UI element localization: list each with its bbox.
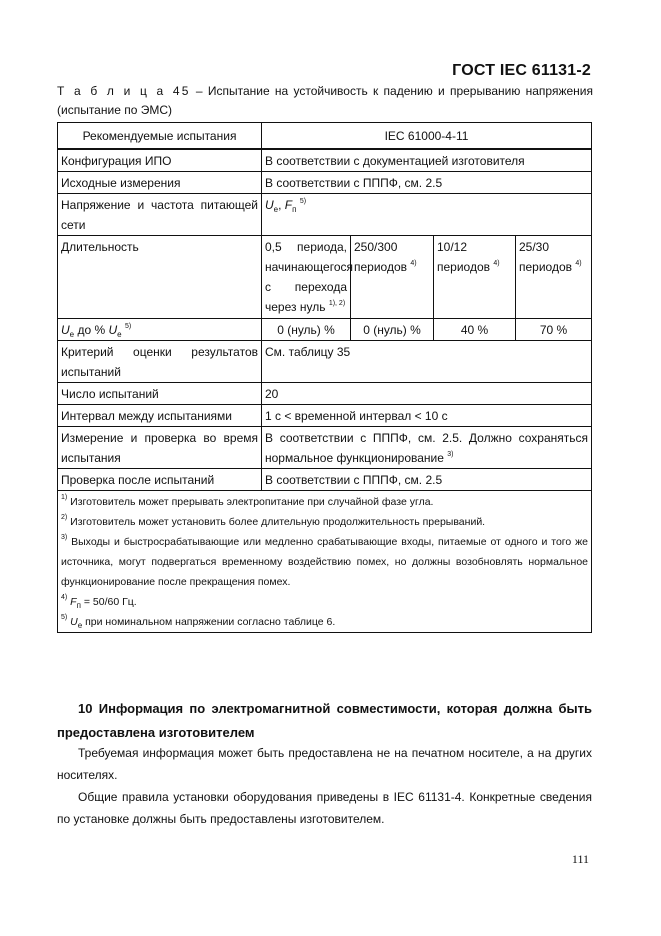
table-footnotes bbox=[58, 491, 592, 633]
duration-25-30: 25/30 периодов $^{4)}$ bbox=[519, 240, 582, 274]
ue-value: 40 % bbox=[434, 319, 516, 340]
table-row bbox=[58, 319, 592, 341]
paragraph: Общие правила установки оборудования приведены в IEC 61131-4. Конкретные сведения по установке должны быть предоставлены изготовителем. bbox=[57, 790, 592, 826]
ue-value: 0 (нуль) % bbox=[262, 319, 351, 340]
row-label: Критерий оценки результатов испытаний bbox=[58, 341, 262, 383]
table-caption-prefix: Т а б л и ц а 45 bbox=[57, 84, 191, 98]
table-row bbox=[58, 383, 592, 405]
row-label: Число испытаний bbox=[58, 383, 262, 405]
row-label: $U_e$ до % $U_e$ $^{5)}$ bbox=[58, 319, 262, 341]
footnote: $^{5)}$ $U_e$ при номинальном напряжении согласно таблице 6. bbox=[61, 614, 336, 630]
section-heading: 10 Информация по электромагнитной совместимости, которая должна быть предоставлена изготовителем bbox=[57, 701, 592, 740]
footnote-ref: 5) bbox=[124, 323, 132, 330]
footnote-ref: 4) bbox=[575, 260, 582, 267]
subscript: п bbox=[292, 205, 297, 214]
footnotes-cell bbox=[58, 491, 592, 633]
footnote-ref: 3) bbox=[447, 451, 454, 458]
row-value bbox=[262, 194, 592, 236]
row-value: В соответствии с документацией изготовителя bbox=[262, 149, 592, 172]
ue-value: 70 % bbox=[539, 323, 568, 337]
table-header-row bbox=[58, 123, 592, 150]
footnote: $^{3)}$ Выходы и быстросрабатывающие или медленно срабатывающие входы, питаемые от одного и того же источника, могут подвергаться временному воздействию помех, но должны возобновлять нормальное функционирование после прекращения помех. bbox=[61, 534, 588, 588]
footnote: $^{4)}$ $F_п = 50/60$ Гц. bbox=[61, 594, 137, 610]
paragraph: Требуемая информация может быть предоставлена не на печатном носителе, а на других носителях. bbox=[57, 746, 592, 782]
footnote-ref: 5) bbox=[299, 198, 307, 205]
table-caption-text: – Испытание на устойчивость к падению и прерыванию напряжения (испытание по ЭМС) bbox=[57, 84, 593, 117]
duration-half-period: 0,5 периода, начинающегося с перехода через нуль $^{1), 2)}$ bbox=[262, 236, 351, 318]
table-row bbox=[58, 427, 592, 469]
page-number: 111 bbox=[571, 852, 589, 866]
footnote-ref: 1), 2) bbox=[328, 300, 346, 307]
row-label: Измерение и проверка во время испытания bbox=[58, 427, 262, 469]
duration-10-12: 10/12 периодов $^{4)}$ bbox=[434, 236, 516, 318]
separator: , bbox=[278, 198, 285, 212]
footnote: $^{1)}$ Изготовитель может прерывать электропитание при случайной фазе угла. bbox=[61, 494, 434, 508]
header-recommended-tests: Рекомендуемые испытания bbox=[58, 123, 262, 150]
row-value: 20 bbox=[262, 383, 592, 405]
standard-designation: ГОСТ IEC 61131-2 bbox=[452, 62, 591, 79]
row-value: 1 с < временной интервал < 10 с bbox=[262, 405, 592, 427]
row-value: В соответствии с ПППФ, см. 2.5 bbox=[262, 469, 592, 491]
row-label: Интервал между испытаниями bbox=[58, 405, 262, 427]
row-value: В соответствии с ПППФ, см. 2.5. Должно сохраняться нормальное функционирование $^{3)}$ bbox=[262, 427, 592, 469]
row-label: Исходные измерения bbox=[58, 172, 262, 194]
footnote: $^{2)}$ Изготовитель может установить более длительную продолжительность прерываний. bbox=[61, 514, 486, 528]
table-row bbox=[58, 172, 592, 194]
header-iec-standard: IEC 61000-4-11 bbox=[262, 123, 592, 150]
row-label: Напряжение и частота питающей сети bbox=[58, 194, 262, 236]
footnote-ref: 4) bbox=[493, 260, 500, 267]
row-value: См. таблицу 35 bbox=[262, 341, 592, 383]
table-row bbox=[58, 149, 592, 172]
table-row bbox=[58, 469, 592, 491]
ue-cells bbox=[262, 319, 592, 341]
table-caption bbox=[57, 82, 593, 120]
ue-value: 0 (нуль) % bbox=[351, 319, 434, 340]
symbol-f: F bbox=[284, 198, 293, 212]
emc-test-table bbox=[57, 122, 592, 633]
row-label: Проверка после испытаний bbox=[58, 469, 262, 491]
footnote-ref: 4) bbox=[410, 260, 417, 267]
table-row bbox=[58, 405, 592, 427]
symbol-u: U bbox=[265, 198, 274, 212]
table-row bbox=[58, 236, 592, 319]
duration-250-300: 250/300 периодов $^{4)}$ bbox=[351, 236, 434, 318]
table-row bbox=[58, 194, 592, 236]
table-row bbox=[58, 341, 592, 383]
duration-cells bbox=[262, 236, 592, 319]
row-label: Длительность bbox=[58, 236, 262, 319]
row-label: Конфигурация ИПО bbox=[58, 149, 262, 172]
subscript: e bbox=[273, 205, 279, 214]
row-value: В соответствии с ПППФ, см. 2.5 bbox=[262, 172, 592, 194]
